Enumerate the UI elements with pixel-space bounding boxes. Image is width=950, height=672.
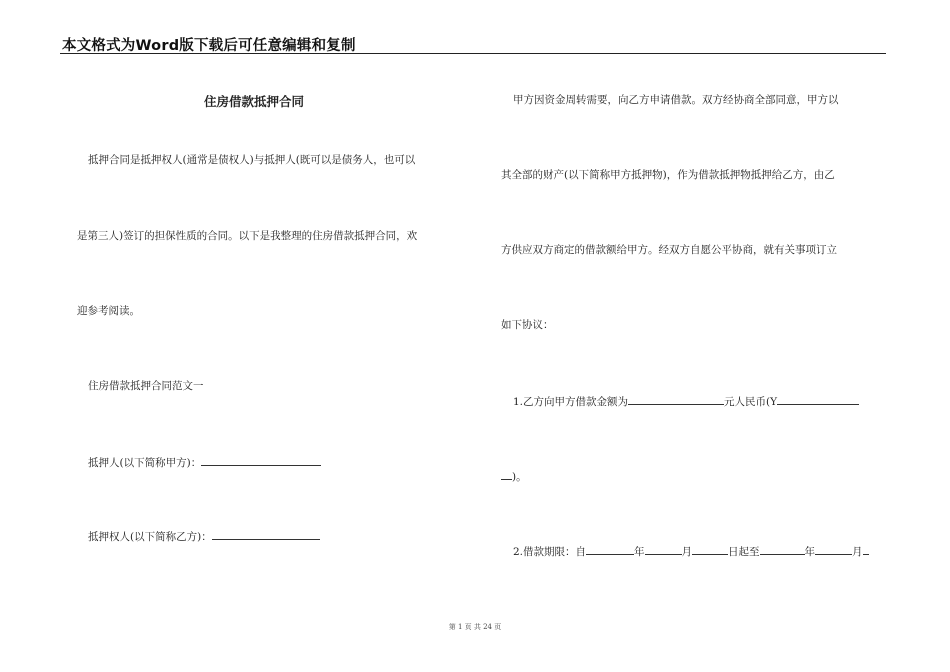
clause-1-prefix: 1.乙方向甲方借款金额为 [513, 396, 629, 408]
mortgagor-field [88, 454, 321, 470]
page-header-title: 本文格式为Word版下载后可任意编辑和复制 [62, 38, 356, 54]
clause-1-continuation [501, 468, 527, 484]
start-month-blank [645, 543, 682, 555]
agreement-line-1: 甲方因资金周转需要，向乙方申请借款。双方经协商全部同意，甲方以 [513, 94, 839, 106]
clause-2-term [513, 543, 869, 559]
sample-heading: 住房借款抵押合同范文一 [88, 380, 204, 392]
intro-line-2: 是第三人)签订的担保性质的合同。以下是我整理的住房借款抵押合同，欢 [77, 230, 418, 242]
clause-2-month-1: 月 [681, 546, 693, 558]
clause-2-prefix: 2.借款期限：自 [513, 546, 587, 558]
intro-line-3: 迎参考阅读。 [77, 305, 140, 317]
mortgagee-blank [212, 528, 320, 540]
clause-2-month-2: 月 [852, 546, 863, 558]
mortgagee-label: 抵押权人(以下简称乙方)： [88, 531, 212, 543]
document-title: 住房借款抵押合同 [204, 94, 305, 109]
end-day-blank-start [863, 543, 869, 555]
start-year-blank [586, 543, 634, 555]
clause-1-end: )。 [512, 471, 527, 483]
end-year-blank [760, 543, 805, 555]
amount-figure-blank-cont [501, 468, 512, 480]
intro-line-1: 抵押合同是抵押权人(通常是债权人)与抵押人(既可以是债务人，也可以 [88, 154, 416, 166]
clause-2-day: 日起至 [728, 546, 760, 558]
agreement-line-3: 方供应双方商定的借款额给甲方。经双方自愿公平协商，就有关事项订立 [501, 244, 837, 256]
page-footer: 第 1 页 共 24 页 [448, 623, 502, 631]
end-month-blank [815, 543, 852, 555]
mortgagor-label: 抵押人(以下简称甲方)： [88, 457, 202, 469]
mortgagor-blank [201, 454, 321, 466]
clause-2-year-2: 年 [804, 546, 816, 558]
mortgagee-field [88, 528, 320, 544]
clause-1-amount [513, 393, 859, 409]
clause-1-currency: 元人民币(Y [724, 396, 778, 408]
header-divider [60, 53, 886, 54]
start-day-blank [692, 543, 728, 555]
agreement-line-2: 其全部的财产(以下简称甲方抵押物)，作为借款抵押物抵押给乙方，由乙 [501, 169, 835, 181]
clause-2-year-1: 年 [634, 546, 645, 558]
amount-blank [628, 393, 724, 405]
agreement-line-4: 如下协议： [501, 319, 554, 331]
amount-figure-blank [777, 393, 859, 405]
